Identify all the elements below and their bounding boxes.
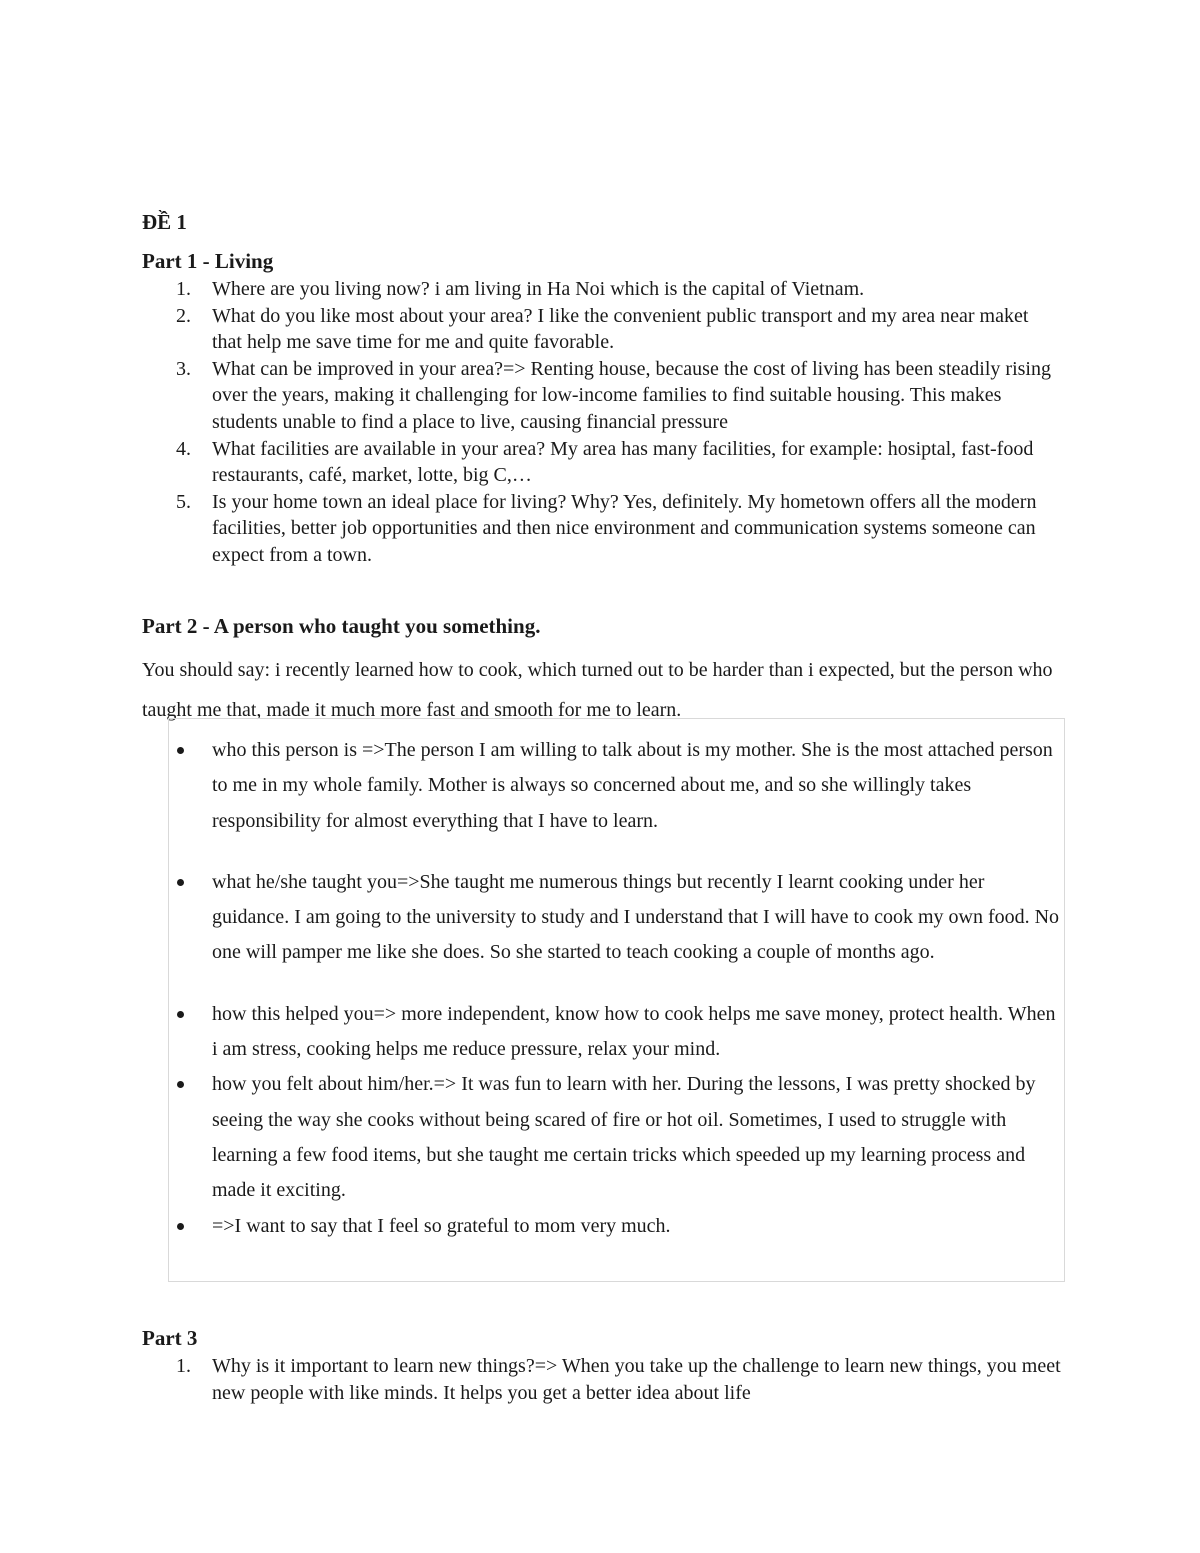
bullet-text: who this person is =>The person I am willing to talk about is my mother. She is the most attached person to me in my whole family. Mother is always so concerned about me, and so she willingly takes responsibility for almost everything that I have to learn. — [212, 739, 1053, 832]
bullet-icon — [177, 747, 184, 754]
part2-bullet-list — [142, 733, 1062, 1244]
part3-question-list — [142, 1353, 1062, 1406]
bullet-icon — [177, 1081, 184, 1088]
part1-question-list — [142, 276, 1062, 569]
list-item — [142, 1353, 1062, 1406]
bullet-icon — [177, 1011, 184, 1018]
list-item-number: 5. — [176, 490, 191, 513]
bullet-icon — [177, 1223, 184, 1230]
bullet-icon — [177, 879, 184, 886]
bullet-item — [142, 865, 1062, 971]
list-item-number: 1. — [176, 278, 191, 300]
bullet-item — [142, 733, 1062, 839]
bullet-item — [142, 997, 1062, 1068]
list-item-number: 2. — [176, 304, 191, 327]
list-item — [142, 436, 1062, 489]
bullet-item — [142, 1209, 1062, 1244]
bullet-text: what he/she taught you=>She taught me numerous things but recently I learnt cooking under her guidance. I am going to the university to study and I understand that I will have to cook my own food. No one will pamper me like she does. So she started to teach cooking a couple of months ago. — [212, 870, 1060, 964]
list-item — [142, 303, 1062, 356]
list-item-number: 1. — [176, 1355, 191, 1377]
list-item — [142, 489, 1062, 569]
part2-heading: Part 2 - A person who taught you something. — [142, 614, 541, 638]
list-item — [142, 276, 1062, 303]
list-item-text: Where are you living now? i am living in Ha Noi which is the capital of Vietnam. — [212, 278, 865, 300]
bullet-item — [142, 1067, 1062, 1208]
list-item-number: 4. — [176, 437, 191, 460]
list-item-text: What can be improved in your area?=> Renting house, because the cost of living has been steadily rising over the years, making it challenging for low-income families to find suitable housing. This makes students unable to find a place to live, causing financial pressure — [212, 357, 1051, 433]
document-title: ĐỀ 1 — [142, 210, 187, 234]
part3-heading: Part 3 — [142, 1326, 198, 1350]
part1-heading: Part 1 - Living — [142, 249, 274, 273]
list-item-text: What do you like most about your area? I like the convenient public transport and my area near maket that help me save time for me and quite favorable. — [212, 304, 1029, 354]
bullet-text: =>I want to say that I feel so grateful to mom very much. — [212, 1214, 671, 1237]
list-item-text: Why is it important to learn new things?=> When you take up the challenge to learn new things, you meet new people with like minds. It helps you get a better idea about life — [212, 1355, 1061, 1404]
part2-intro-text: You should say: i recently learned how to cook, which turned out to be harder than i expected, but the person who taught me that, made it much more fast and smooth for me to learn. — [142, 659, 1053, 721]
list-item-number: 3. — [176, 357, 191, 380]
bullet-text: how this helped you=> more independent, know how to cook helps me save money, protect health. When i am stress, cooking helps me reduce pressure, relax your mind. — [212, 1002, 1056, 1061]
list-item — [142, 356, 1062, 436]
list-item-text: What facilities are available in your area? My area has many facilities, for example: hosiptal, fast-food restaurants, café, market, lotte, big C,… — [212, 437, 1034, 487]
bullet-text: how you felt about him/her.=> It was fun to learn with her. During the lessons, I was pretty shocked by seeing the way she cooks without being scared of fire or hot oil. Sometimes, I used to struggle with learning a few food items, but she taught me certain tricks which speeded up my learning process and made it exciting. — [212, 1073, 1036, 1202]
list-item-text: Is your home town an ideal place for living? Why? Yes, definitely. My hometown offers all the modern facilities, better job opportunities and then nice environment and communication systems someone can expect from a town. — [212, 490, 1037, 566]
